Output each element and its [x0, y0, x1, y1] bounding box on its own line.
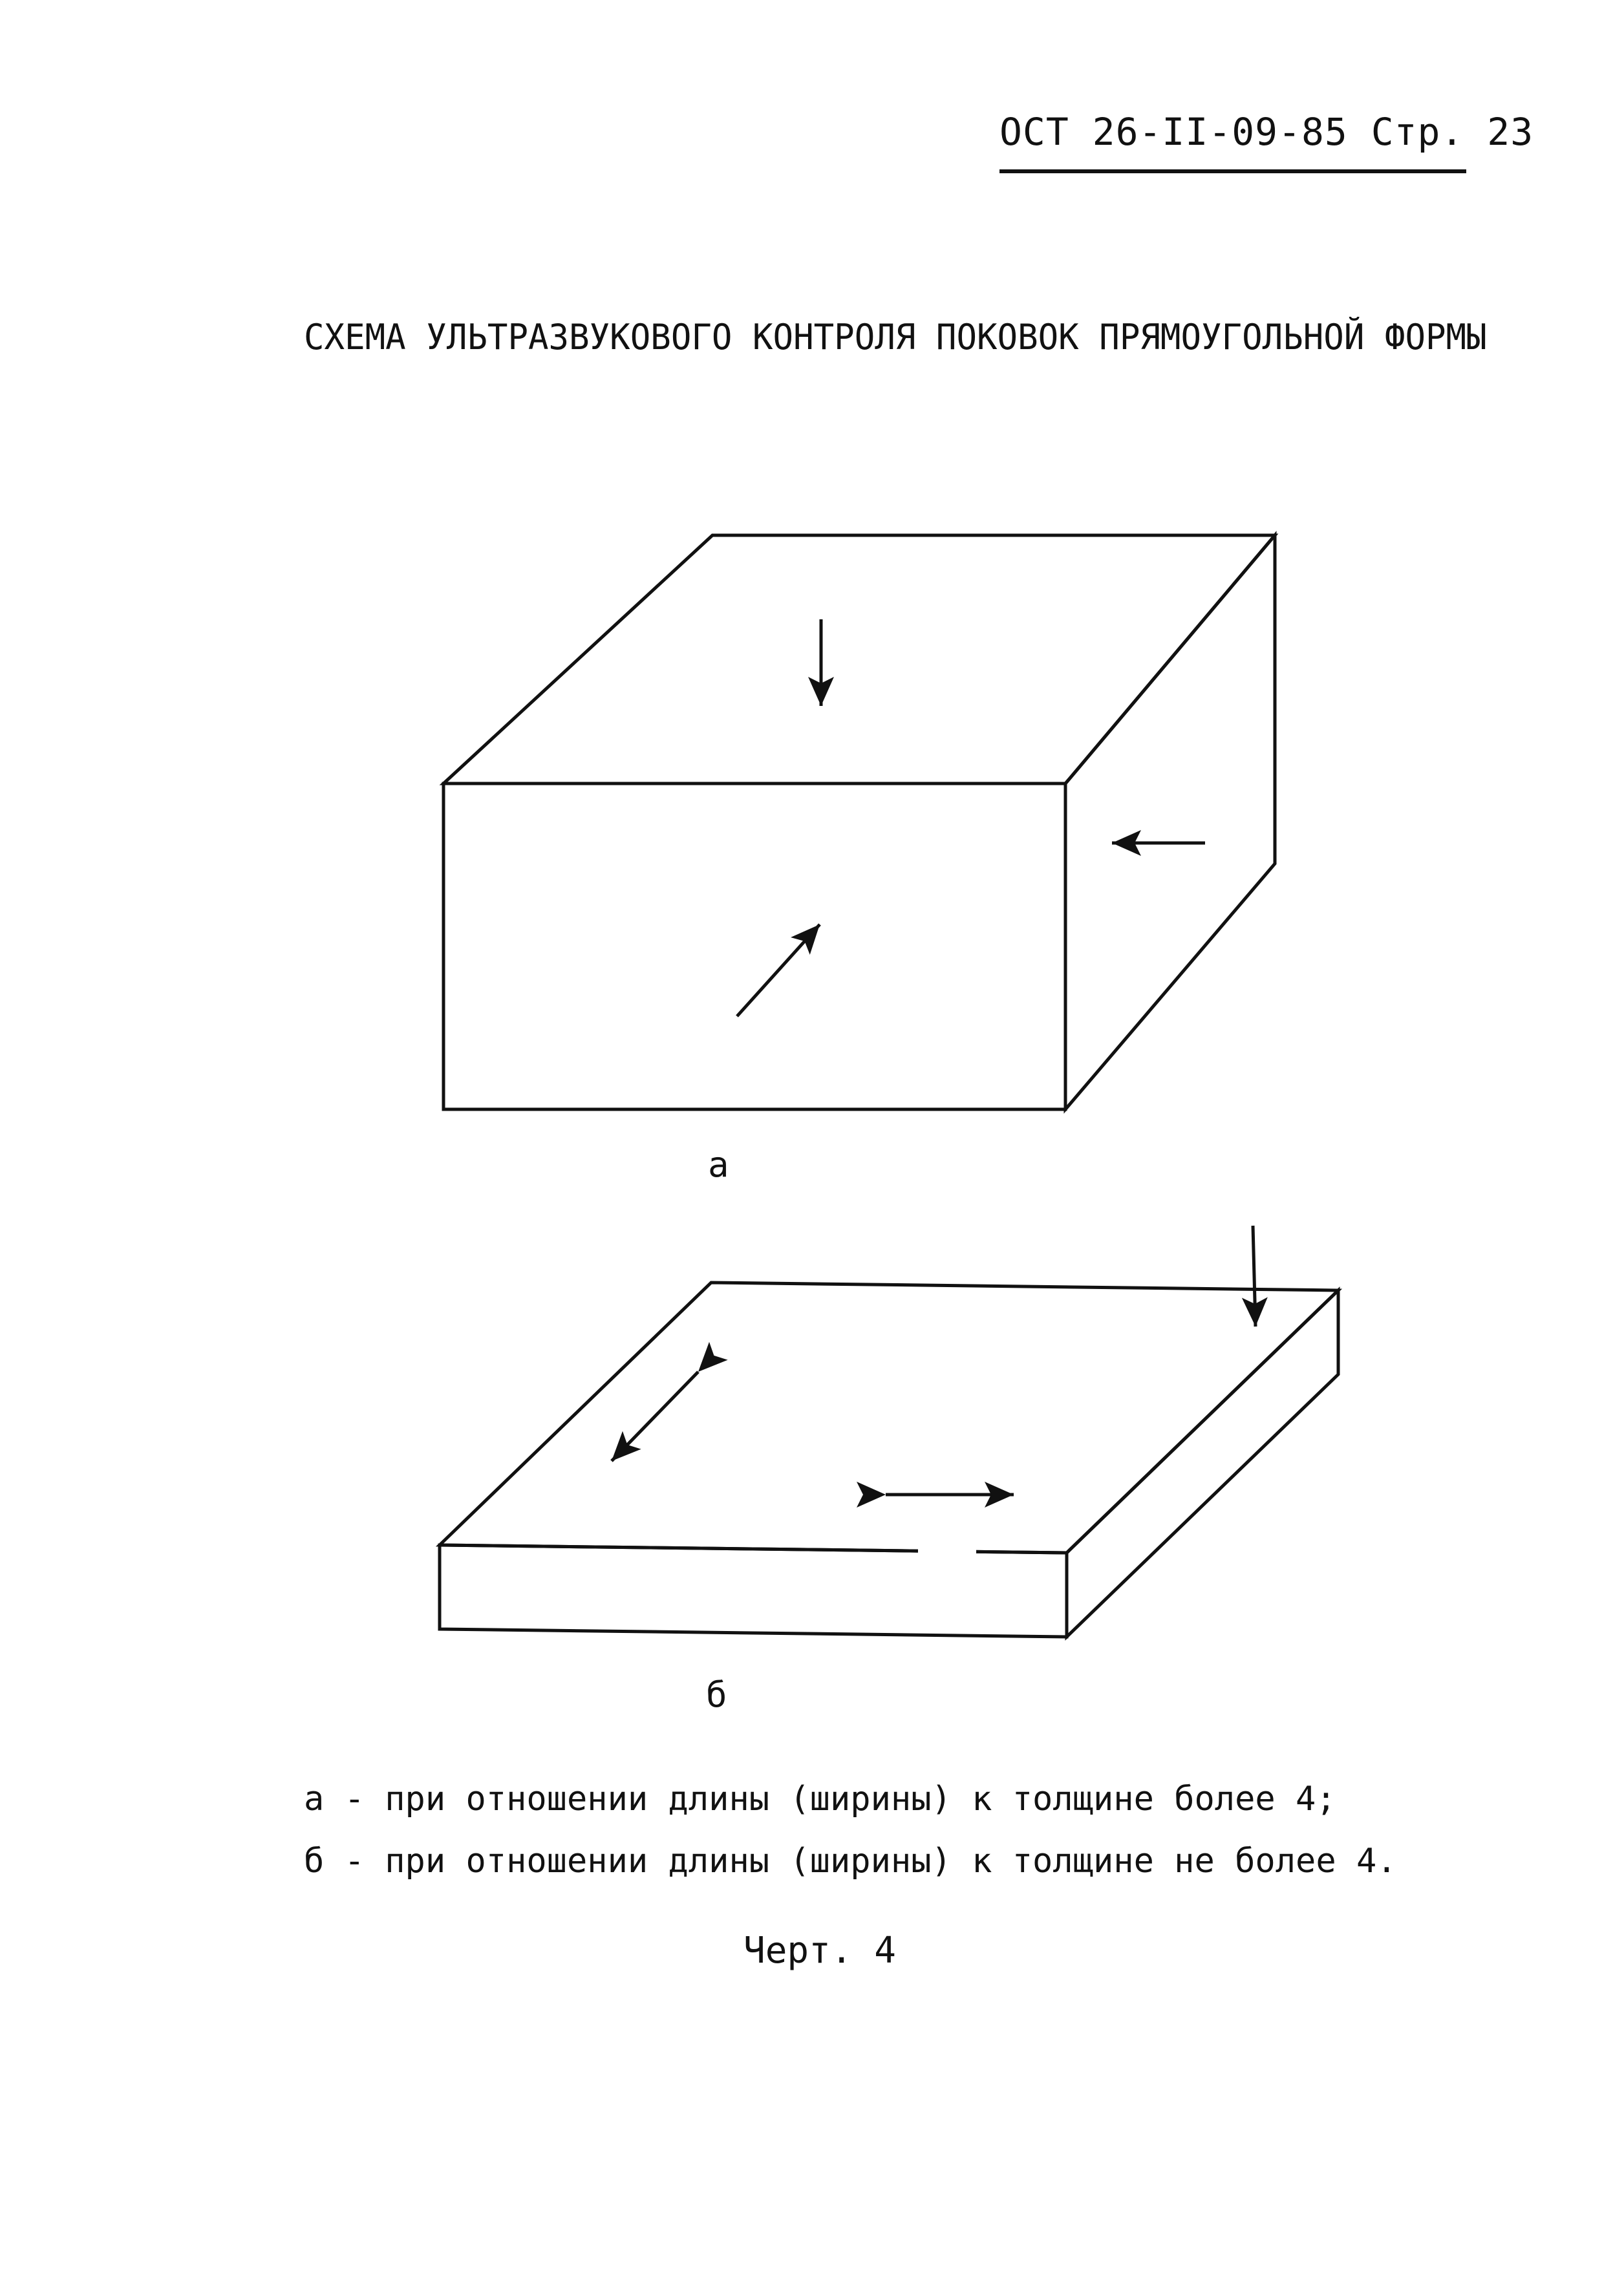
block-b-front-face: [440, 1545, 1067, 1637]
legend-item-a: а - при отношении длины (ширины) к толщине более 4;: [304, 1780, 1336, 1818]
block-a-side-face: [1065, 535, 1275, 1109]
figure-caption: Черт. 4: [743, 1930, 897, 1972]
block-a-top-face: [443, 535, 1275, 784]
block-b-top-face: [440, 1283, 1338, 1553]
page-title: СХЕМА УЛЬТРАЗВУКОВОГО КОНТРОЛЯ ПОКОВОК ПРЯМОУГОЛЬНОЙ ФОРМЫ: [304, 317, 1487, 357]
block-b-side-face: [1067, 1290, 1338, 1637]
legend-item-b: б - при отношении длины (ширины) к толщине не более 4.: [304, 1842, 1397, 1881]
block-a: [443, 535, 1275, 1109]
block-a-front-face: [443, 784, 1065, 1109]
block-a-arrows: [737, 619, 1205, 1016]
block-b-edge-gap: [918, 1551, 976, 1552]
block-b-arrows: [612, 1226, 1255, 1495]
figure-legend: [304, 1768, 1397, 1892]
figure-label-b: б: [706, 1674, 727, 1715]
double-arrow-diagonal-icon: [612, 1372, 698, 1461]
block-b: [440, 1283, 1338, 1637]
figure-label-a: а: [708, 1144, 729, 1185]
document-reference: ОСТ 26-II-09-85 Стр. 23: [999, 110, 1534, 154]
arrow-down-icon: [1253, 1226, 1255, 1327]
arrow-diagonal-icon: [737, 924, 820, 1016]
